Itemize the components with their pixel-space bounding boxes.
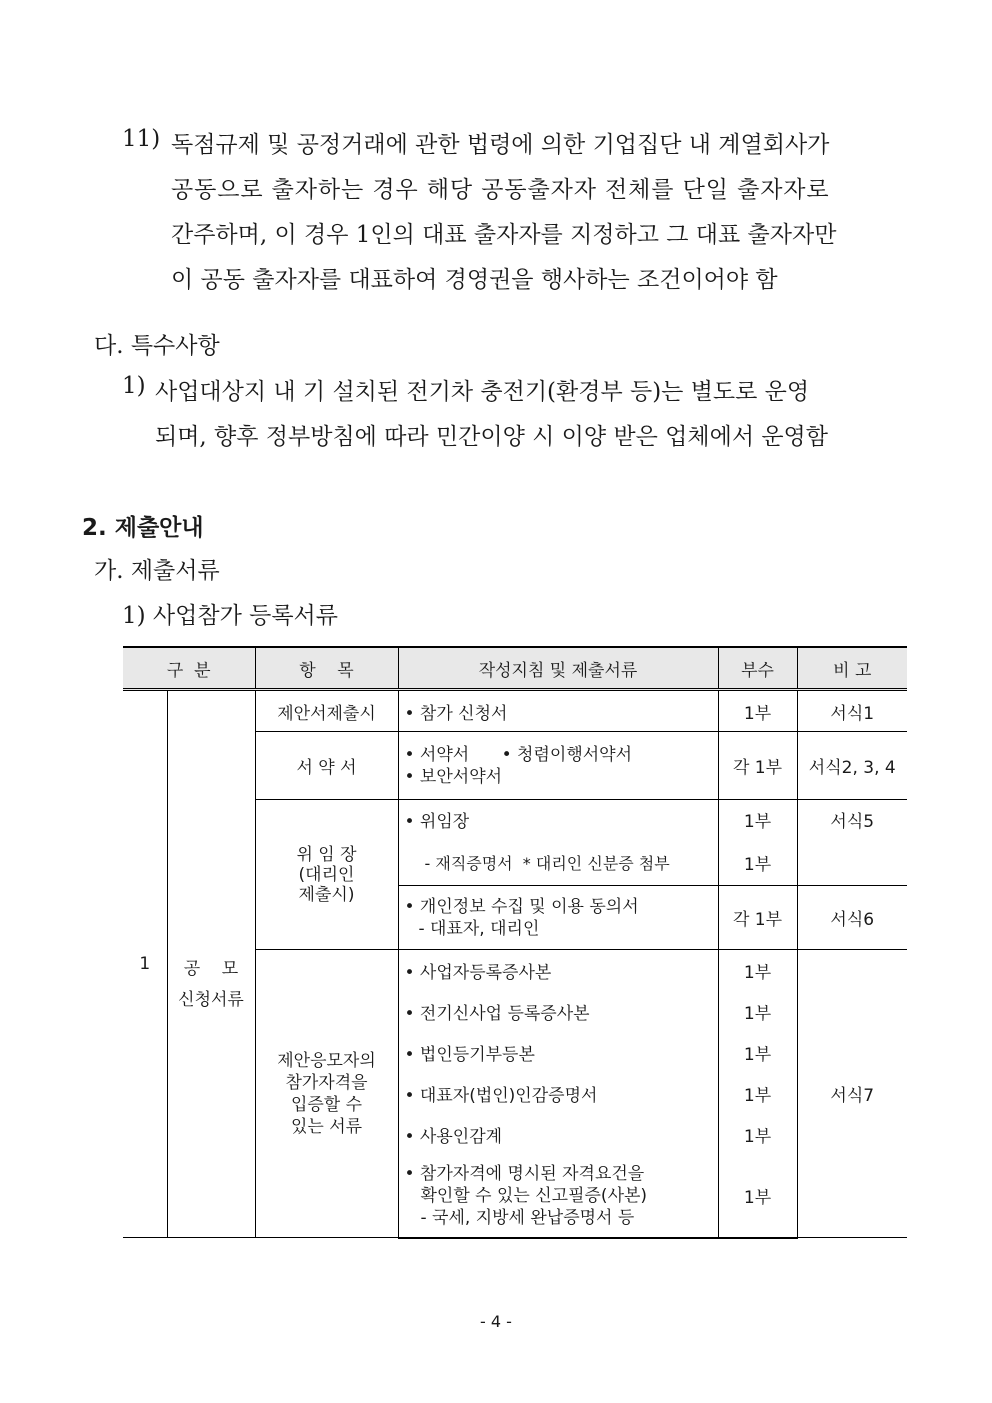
item-11-line-1-text: 독점규제 및 공정거래에 관한 법령에 의한 기업집단 내 계열회사가 — [171, 132, 830, 158]
doc-pledges — [398, 732, 718, 800]
section-2-subtitle: 가. 제출서류 — [94, 558, 220, 584]
doc-qualification-proof — [398, 1155, 718, 1238]
doc-application: • 참가 신청서 — [398, 690, 718, 732]
page-number: - 4 - — [480, 1312, 512, 1331]
doc-qual-line-2: 확인할 수 있는 신고필증(사본) — [420, 1185, 648, 1206]
count-r3b: 1부 — [718, 840, 797, 886]
doc-pledges-line-1: • 서약서 • 청렴이행서약서 — [404, 744, 633, 765]
doc-seal-usage: • 사용인감계 — [398, 1114, 718, 1155]
header-item: 항 목 — [255, 647, 398, 690]
count-r4-5: 1부 — [718, 1114, 797, 1155]
doc-business-reg: • 사업자등록증사본 — [398, 950, 718, 991]
item-poa-line-1: 위 임 장 — [296, 844, 357, 865]
header-note: 비 고 — [797, 647, 907, 690]
item-qual-line-2: 참가자격을 — [285, 1072, 368, 1093]
count-r4-3: 1부 — [718, 1032, 797, 1073]
item-proposal: 제안서제출시 — [255, 690, 398, 732]
table-row — [123, 690, 907, 732]
doc-privacy-line-2: - 대표자, 대리인 — [418, 918, 540, 939]
item-qual-line-3: 입증할 수 — [290, 1094, 363, 1115]
note-r1: 서식1 — [797, 690, 907, 732]
count-r4-2: 1부 — [718, 991, 797, 1032]
group-label-line-1: 공 모 — [183, 959, 239, 979]
doc-electric-reg: • 전기신사업 등록증사본 — [398, 991, 718, 1032]
submission-documents-table — [123, 646, 907, 1239]
item-d1-line-1: 사업대상지 내 기 설치된 전기차 충전기(환경부 등)는 별도로 운영 — [155, 379, 810, 405]
item-11-line-1 — [171, 126, 919, 159]
note-r3b — [797, 840, 907, 886]
section-2-title: 2. 제출안내 — [82, 515, 204, 541]
note-r2: 서식2, 3, 4 — [797, 732, 907, 800]
doc-seal-cert: • 대표자(법인)인감증명서 — [398, 1073, 718, 1114]
doc-privacy-consent — [398, 886, 718, 950]
table-header-row — [123, 647, 907, 690]
item-d1-number: 1) — [122, 373, 146, 399]
item-poa-line-2: (대리인 — [298, 864, 355, 885]
item-power-of-attorney — [255, 800, 398, 950]
item-qual-line-4: 있는 서류 — [290, 1116, 363, 1137]
count-r1: 1부 — [718, 690, 797, 732]
item-11-line-3: 간주하며, 이 경우 1인의 대표 출자자를 지정하고 그 대표 출자자만 — [171, 222, 837, 248]
group-label-line-2: 신청서류 — [178, 990, 244, 1010]
count-r2: 각 1부 — [718, 732, 797, 800]
doc-privacy-line-1: • 개인정보 수집 및 이용 동의서 — [404, 896, 639, 917]
doc-poa: • 위임장 — [398, 800, 718, 840]
doc-pledges-line-2: • 보안서약서 — [404, 766, 503, 787]
header-count: 부수 — [718, 647, 797, 690]
section-2-subitem: 1) 사업참가 등록서류 — [122, 603, 338, 629]
doc-qual-line-1: • 참가자격에 명시된 자격요건을 — [404, 1163, 645, 1184]
note-r4: 서식7 — [797, 950, 907, 1238]
item-11-line-4: 이 공동 출자자를 대표하여 경영권을 행사하는 조건이어야 함 — [171, 267, 778, 293]
count-r3c: 각 1부 — [718, 886, 797, 950]
note-r3c: 서식6 — [797, 886, 907, 950]
count-r3a: 1부 — [718, 800, 797, 840]
item-qualification-docs — [255, 950, 398, 1238]
header-category: 구 분 — [123, 647, 255, 690]
item-qual-line-1: 제안응모자의 — [277, 1050, 376, 1071]
group-label — [167, 690, 255, 1238]
item-d1-line-2: 되며, 향후 정부방침에 따라 민간이양 시 이양 받은 업체에서 운영함 — [155, 424, 828, 450]
item-pledge: 서 약 서 — [255, 732, 398, 800]
header-guidelines: 작성지침 및 제출서류 — [398, 647, 718, 690]
doc-employment-cert: - 재직증명서 * 대리인 신분증 첨부 — [398, 840, 718, 886]
count-r4-4: 1부 — [718, 1073, 797, 1114]
doc-qual-line-3: - 국세, 지방세 완납증명서 등 — [420, 1207, 635, 1228]
item-11-number: 11) — [122, 126, 161, 152]
count-r4-6: 1부 — [718, 1155, 797, 1238]
doc-corp-registry: • 법인등기부등본 — [398, 1032, 718, 1073]
note-r3a: 서식5 — [797, 800, 907, 840]
item-11-line-2: 공동으로 출자하는 경우 해당 공동출자자 전체를 단일 출자자로 — [171, 177, 830, 203]
item-poa-line-3: 제출시) — [298, 884, 355, 905]
section-d-title: 다. 특수사항 — [94, 333, 220, 359]
group-number: 1 — [123, 690, 167, 1238]
count-r4-1: 1부 — [718, 950, 797, 991]
